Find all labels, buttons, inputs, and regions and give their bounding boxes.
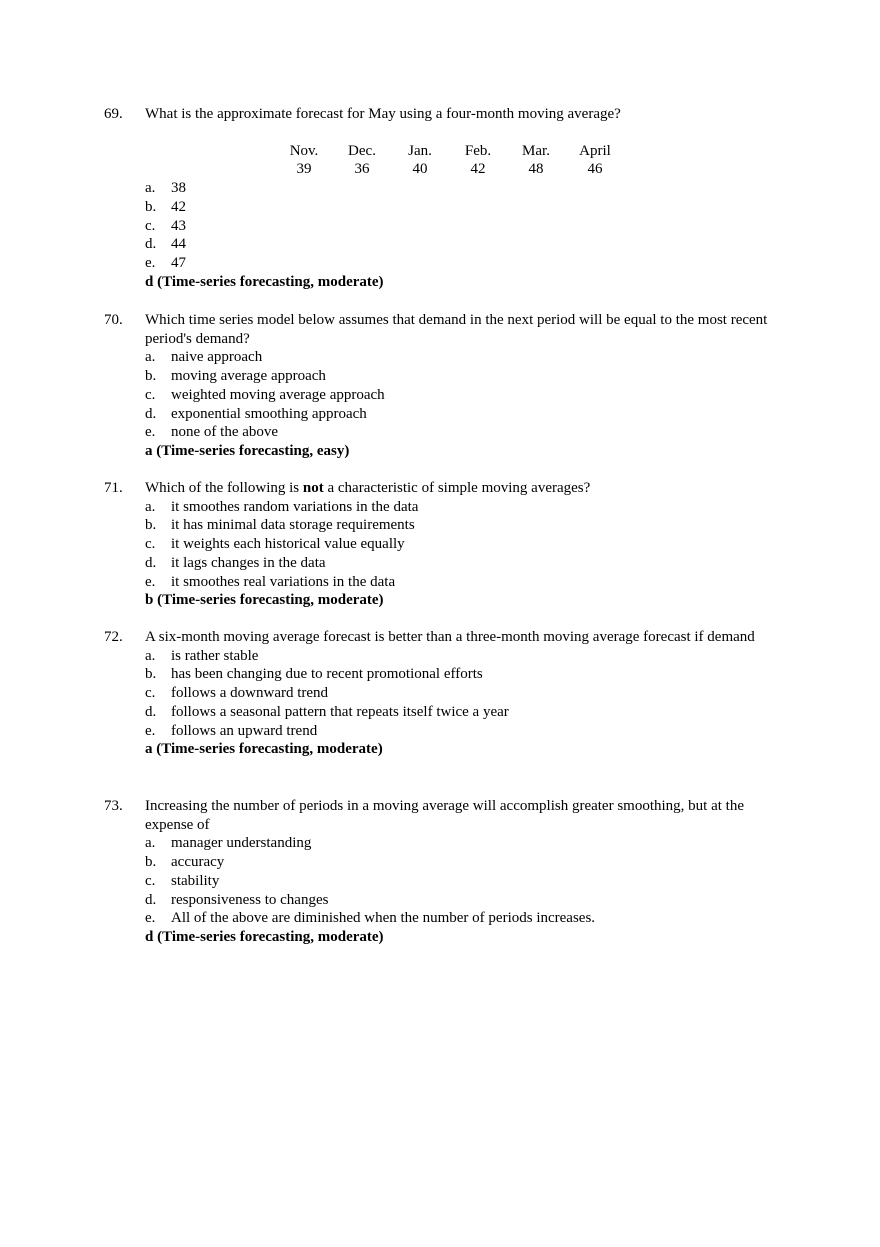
option-letter: b.	[145, 854, 157, 871]
option-item	[145, 703, 784, 722]
option-letter: e.	[145, 573, 156, 590]
question-body	[145, 311, 784, 461]
option-letter: e.	[145, 722, 156, 739]
answer-key: a (Time-series forecasting, moderate)	[145, 741, 383, 758]
option-text: none of the above	[171, 424, 279, 441]
question-71	[104, 479, 784, 610]
answer-key: b (Time-series forecasting, moderate)	[145, 592, 384, 609]
month-cell: Dec.	[348, 142, 376, 159]
option-letter: e.	[145, 910, 156, 927]
option-item	[145, 498, 784, 517]
option-text: it lags changes in the data	[171, 554, 326, 571]
option-letter: a.	[145, 180, 156, 197]
option-item	[145, 423, 784, 442]
option-letter: d.	[145, 891, 157, 908]
option-item	[145, 872, 784, 891]
option-text: All of the above are diminished when the number of periods increases.	[171, 910, 596, 927]
option-text: 42	[171, 198, 186, 215]
option-item	[145, 179, 784, 198]
table-row-values	[275, 160, 625, 179]
option-letter: d.	[145, 236, 157, 253]
question-stem: What is the approximate forecast for May using a four-month moving average?	[145, 106, 621, 122]
option-letter: c.	[145, 536, 156, 553]
value-cell: 40	[412, 161, 428, 178]
month-cell: Feb.	[464, 142, 492, 159]
month-cell: Jan.	[408, 142, 432, 159]
option-item	[145, 684, 784, 703]
value-cell: 48	[528, 161, 544, 178]
option-item	[145, 405, 784, 424]
option-list	[145, 647, 784, 741]
option-text: is rather stable	[171, 647, 259, 664]
option-text: follows an upward trend	[171, 722, 318, 739]
option-letter: d.	[145, 703, 157, 720]
question-69	[104, 105, 784, 291]
option-text: exponential smoothing approach	[171, 405, 367, 422]
option-item	[145, 853, 784, 872]
monthly-demand-table	[275, 142, 625, 179]
option-letter: e.	[145, 254, 156, 271]
option-text: moving average approach	[171, 368, 326, 385]
option-letter: c.	[145, 685, 156, 702]
option-letter: d.	[145, 405, 157, 422]
option-list	[145, 834, 784, 928]
stem-emphasis: not	[302, 480, 324, 496]
question-number: 72.	[104, 629, 123, 645]
value-cell: 46	[587, 161, 603, 178]
option-item	[145, 647, 784, 666]
question-72	[104, 628, 784, 759]
option-item	[145, 573, 784, 592]
option-item	[145, 909, 784, 928]
month-cell: April	[579, 142, 611, 159]
option-item	[145, 722, 784, 741]
question-73	[104, 797, 784, 947]
option-text: it has minimal data storage requirements	[171, 517, 415, 534]
option-letter: a.	[145, 498, 156, 515]
option-letter: b.	[145, 198, 157, 215]
question-body	[145, 628, 784, 759]
option-letter: b.	[145, 368, 157, 385]
option-text: naive approach	[171, 349, 263, 366]
option-text: has been changing due to recent promotional efforts	[171, 666, 483, 683]
month-cell: Mar.	[522, 142, 550, 159]
option-letter: a.	[145, 647, 156, 664]
value-cell: 42	[470, 161, 486, 178]
option-item	[145, 834, 784, 853]
option-letter: e.	[145, 424, 156, 441]
option-text: follows a downward trend	[171, 685, 329, 702]
option-item	[145, 554, 784, 573]
option-text: it weights each historical value equally	[171, 536, 405, 553]
question-number: 69.	[104, 106, 123, 122]
question-70	[104, 311, 784, 461]
option-letter: d.	[145, 554, 157, 571]
answer-key: d (Time-series forecasting, moderate)	[145, 928, 384, 945]
question-body	[145, 797, 784, 947]
option-text: stability	[171, 872, 220, 889]
option-list	[145, 348, 784, 442]
option-text: follows a seasonal pattern that repeats itself twice a year	[171, 703, 509, 720]
option-text: responsiveness to changes	[171, 891, 329, 908]
value-cell: 39	[296, 161, 312, 178]
question-number: 70.	[104, 312, 123, 328]
option-text: 44	[171, 236, 186, 253]
value-cell: 36	[354, 161, 370, 178]
option-letter: b.	[145, 666, 157, 683]
option-letter: a.	[145, 835, 156, 852]
question-stem	[145, 479, 784, 498]
option-text: 38	[171, 180, 186, 197]
question-stem: A six-month moving average forecast is better than a three-month moving average forecast if demand	[145, 629, 755, 645]
question-stem: Which time series model below assumes that demand in the next period will be equal to the most recent period's demand?	[145, 312, 768, 347]
option-letter: c.	[145, 386, 156, 403]
option-item	[145, 254, 784, 273]
option-text: 47	[171, 254, 186, 271]
option-item	[145, 665, 784, 684]
option-letter: c.	[145, 217, 156, 234]
option-letter: a.	[145, 349, 156, 366]
option-list	[145, 498, 784, 592]
stem-text-after: a characteristic of simple moving averages?	[323, 480, 591, 496]
stem-text-before: Which of the following is	[145, 480, 303, 496]
question-number: 73.	[104, 798, 123, 814]
option-item	[145, 535, 784, 554]
option-item	[145, 348, 784, 367]
option-text: it smoothes real variations in the data	[171, 573, 396, 590]
question-stem: Increasing the number of periods in a moving average will accomplish greater smoothing, but at the expense of	[145, 798, 744, 833]
table-row-months	[275, 142, 625, 161]
question-body	[145, 105, 784, 291]
answer-key: a (Time-series forecasting, easy)	[145, 442, 350, 459]
option-item	[145, 891, 784, 910]
option-text: 43	[171, 217, 186, 234]
question-body	[145, 479, 784, 610]
option-letter: c.	[145, 872, 156, 889]
option-text: it smoothes random variations in the data	[171, 498, 419, 515]
option-text: accuracy	[171, 854, 225, 871]
option-item	[145, 386, 784, 405]
option-letter: b.	[145, 517, 157, 534]
option-text: weighted moving average approach	[171, 386, 385, 403]
option-item	[145, 516, 784, 535]
option-item	[145, 198, 784, 217]
option-text: manager understanding	[171, 835, 312, 852]
month-cell: Nov.	[289, 142, 319, 159]
answer-key: d (Time-series forecasting, moderate)	[145, 273, 384, 290]
option-item	[145, 235, 784, 254]
question-number: 71.	[104, 480, 123, 496]
option-item	[145, 367, 784, 386]
option-item	[145, 217, 784, 236]
option-list	[145, 179, 784, 273]
